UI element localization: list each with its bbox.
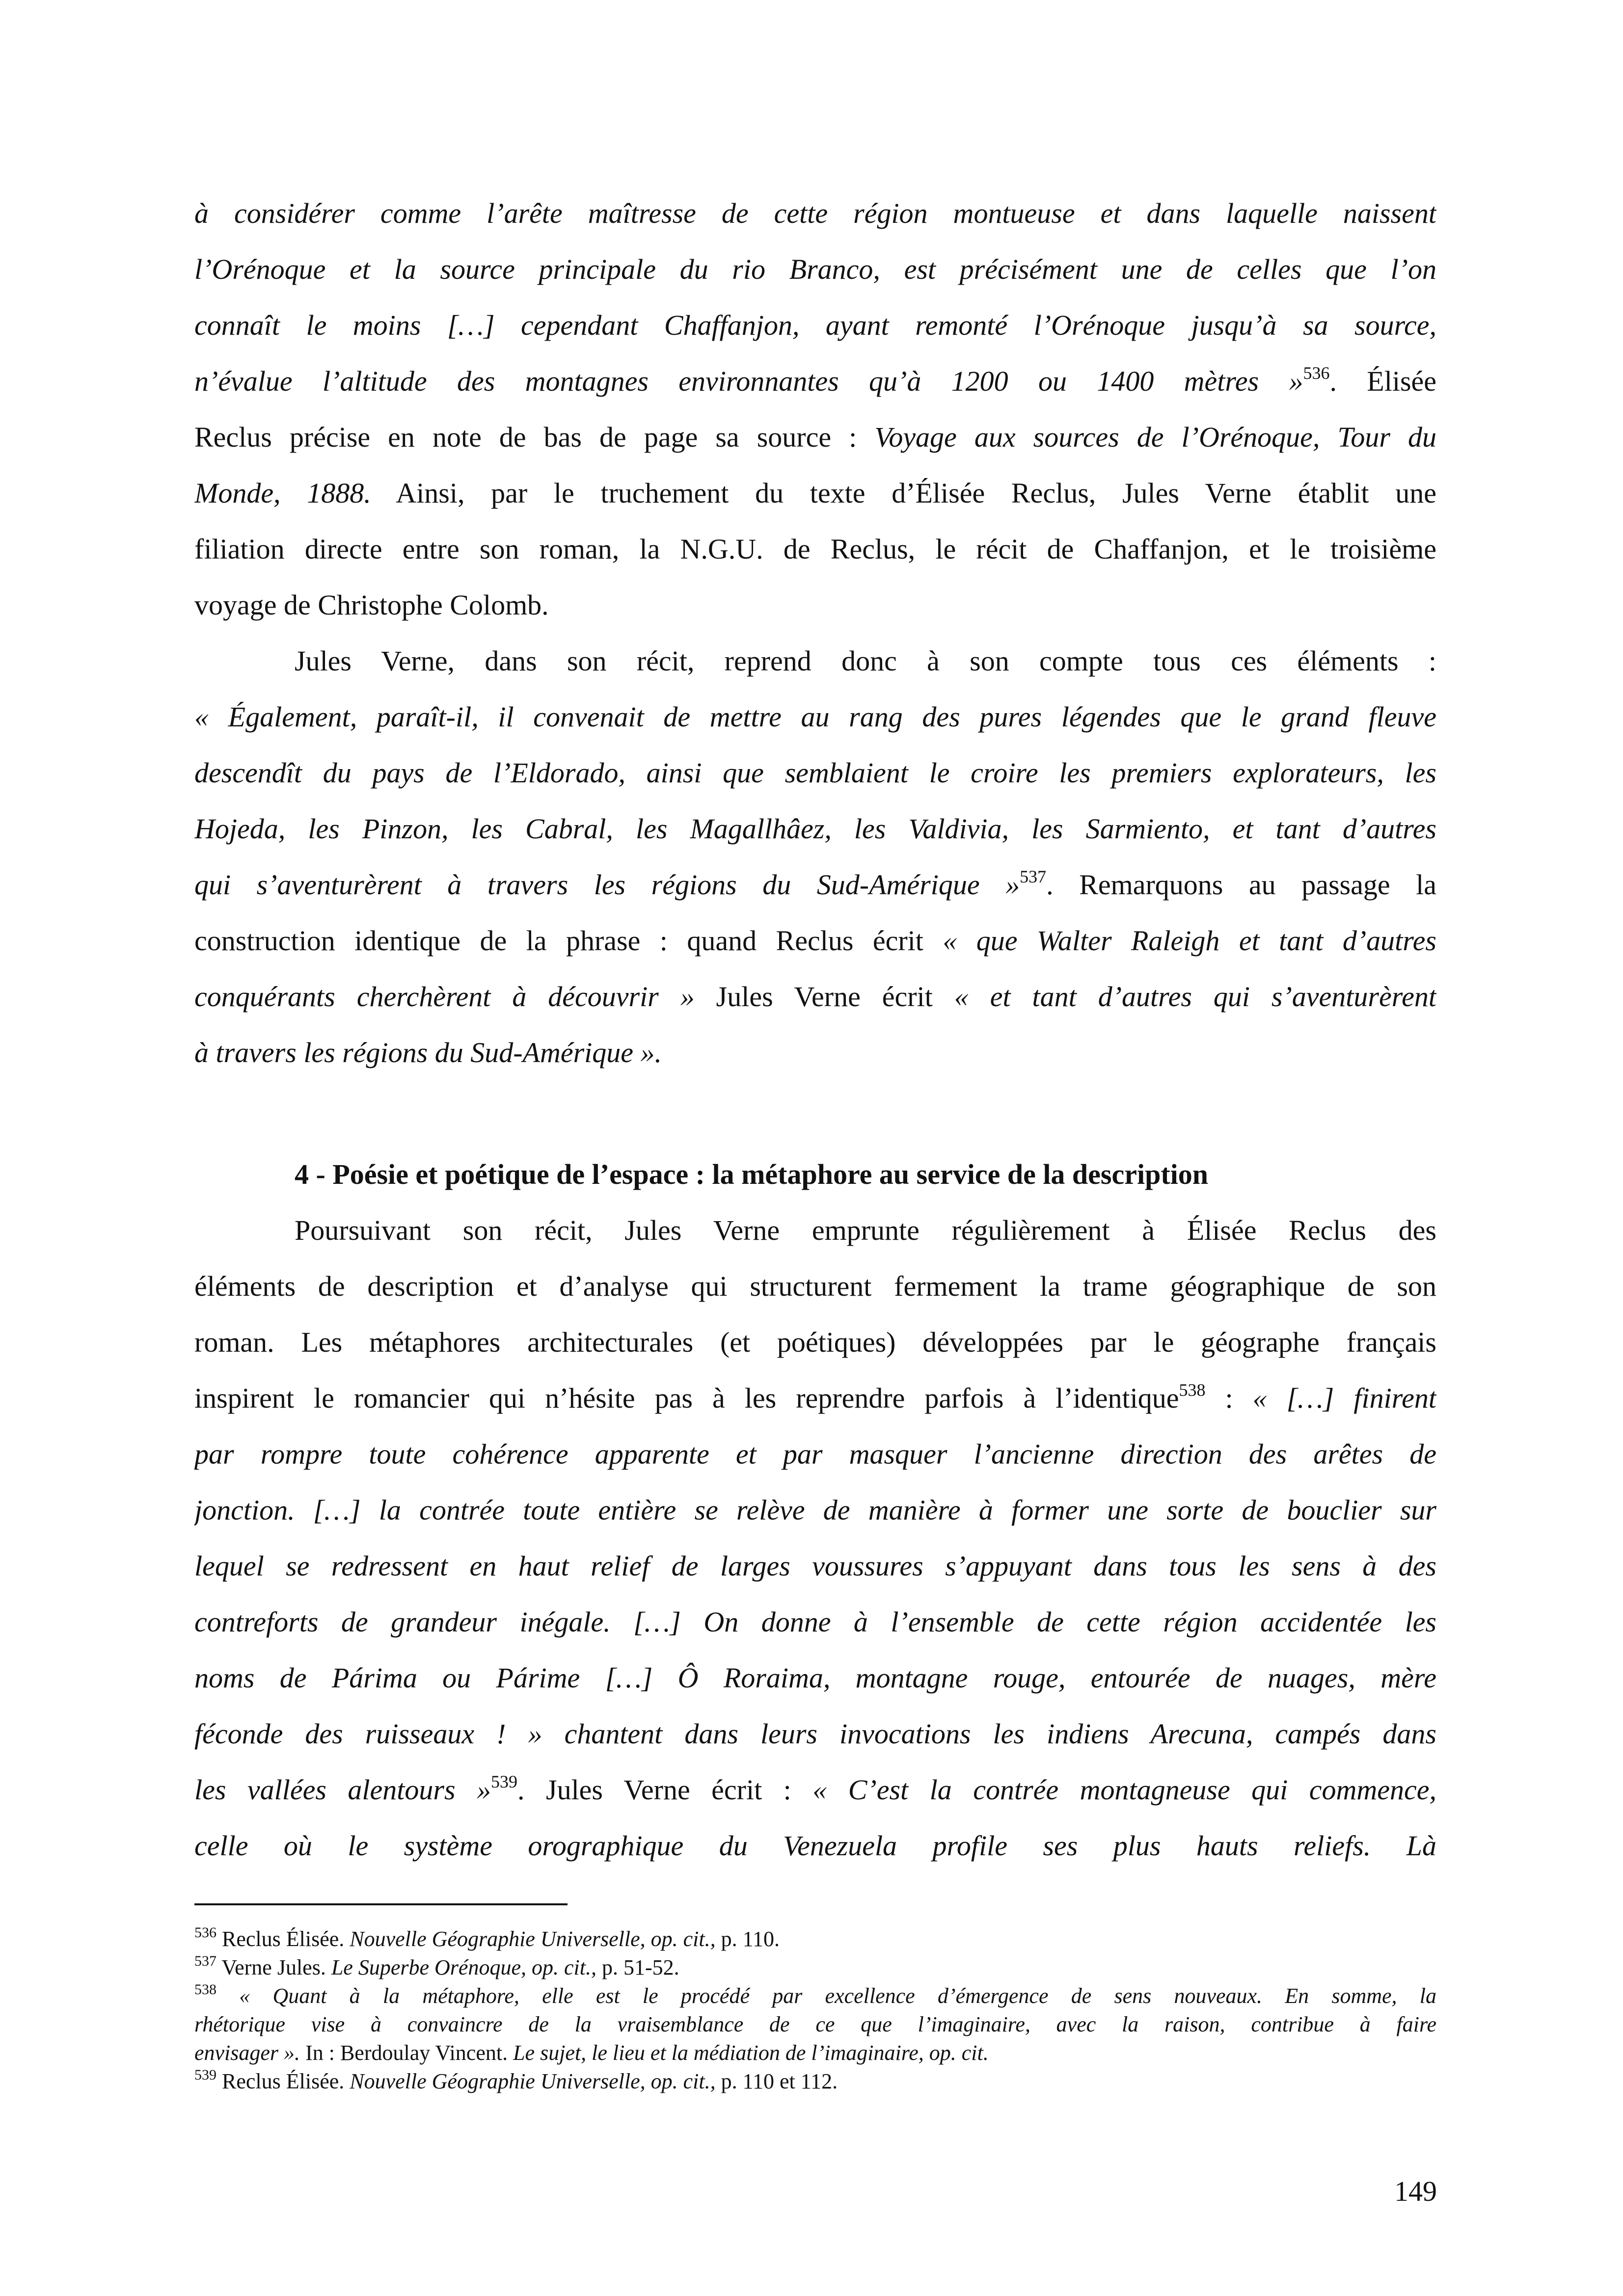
body-line: l’Orénoque et la source principale du rio Branco, est précisément une de celles que l’on xyxy=(194,253,1436,285)
body-line: contreforts de grandeur inégale. […] On donne à l’ensemble de cette région accidentée les xyxy=(194,1606,1436,1638)
body-line: « Également, paraît-il, il convenait de mettre au rang des pures légendes que le grand fleuve xyxy=(194,701,1436,733)
body-line: filiation directe entre son roman, la N.G.U. de Reclus, le récit de Chaffanjon, et le troisième xyxy=(194,533,1436,565)
body-line: construction identique de la phrase : quand Reclus écrit « que Walter Raleigh et tant d’autres xyxy=(194,925,1436,957)
footnote-539: $^{539}$ Reclus Élisée. Nouvelle Géographie Universelle, op. cit., p. 110 et 112. xyxy=(194,2068,838,2093)
footnote-ref: 537 xyxy=(1020,867,1047,886)
footnote-537: $^{537}$ Verne Jules. Le Superbe Orénoque, op. cit., p. 51-52. xyxy=(194,1954,679,1979)
body-line: à travers les régions du Sud-Amérique ». xyxy=(194,1037,662,1068)
footnote-538: $^{538}$ « Quant à la métaphore, elle est le procédé par excellence d’émergence de sens nouveaux. En somme, la xyxy=(194,1983,1436,2008)
body-line: féconde des ruisseaux ! » chantent dans leurs invocations les indiens Arecuna, campés dans xyxy=(194,1718,1436,1750)
body-line: descendît du pays de l’Eldorado, ainsi que semblaient le croire les premiers explorateurs, les xyxy=(194,757,1436,789)
body-line: inspirent le romancier qui n’hésite pas à les reprendre parfois à l’identique$^{538}$ : « […] finirent xyxy=(194,1380,1436,1414)
footnote-536: $^{536}$ Reclus Élisée. Nouvelle Géographie Universelle, op. cit., p. 110. xyxy=(194,1926,780,1951)
body-line: roman. Les métaphores architecturales (et poétiques) développées par le géographe français xyxy=(194,1326,1436,1358)
body-line: celle où le système orographique du Venezuela profile ses plus hauts reliefs. Là xyxy=(194,1830,1436,1862)
page-number: 149 xyxy=(1394,2175,1437,2207)
body-line: Monde, 1888. Ainsi, par le truchement du texte d’Élisée Reclus, Jules Verne établit une xyxy=(194,477,1436,509)
body-line: les vallées alentours »$^{539}$. Jules Verne écrit : « C’est la contrée montagneuse qui commence, xyxy=(194,1772,1436,1806)
body-line: voyage de Christophe Colomb. xyxy=(194,589,549,621)
body-line: n’évalue l’altitude des montagnes environnantes qu’à 1200 ou 1400 mètres »$^{536}$. Élisée xyxy=(194,363,1436,397)
body-line: qui s’aventurèrent à travers les régions du Sud-Amérique »$^{537}$. Remarquons au passage la xyxy=(194,867,1436,901)
body-line: Jules Verne, dans son récit, reprend donc à son compte tous ces éléments : xyxy=(295,645,1436,677)
footnote-separator xyxy=(194,1903,568,1905)
body-line: Reclus précise en note de bas de page sa source : Voyage aux sources de l’Orénoque, Tour du xyxy=(194,421,1436,453)
body-line: à considérer comme l’arête maîtresse de cette région montueuse et dans laquelle naissent xyxy=(194,197,1436,229)
body-line: éléments de description et d’analyse qui structurent fermement la trame géographique de son xyxy=(194,1270,1436,1302)
footnote-ref: 539 xyxy=(491,1772,518,1791)
body-line: Hojeda, les Pinzon, les Cabral, les Magallhâez, les Valdivia, les Sarmiento, et tant d’autres xyxy=(194,813,1436,845)
body-line: conquérants cherchèrent à découvrir » Jules Verne écrit « et tant d’autres qui s’aventurèrent xyxy=(194,981,1436,1013)
body-line: lequel se redressent en haut relief de larges voussures s’appuyant dans tous les sens à des xyxy=(194,1550,1436,1582)
footnote-ref: 538 xyxy=(1179,1380,1206,1400)
footnote-538-line: envisager ». In : Berdoulay Vincent. Le sujet, le lieu et la médiation de l’imaginaire, op. cit. xyxy=(194,2041,989,2065)
section-heading: 4 - Poésie et poétique de l’espace : la métaphore au service de la description xyxy=(295,1158,1209,1190)
body-line: jonction. […] la contrée toute entière se relève de manière à former une sorte de bouclier sur xyxy=(194,1494,1436,1526)
body-line: connaît le moins […] cependant Chaffanjon, ayant remonté l’Orénoque jusqu’à sa source, xyxy=(194,309,1436,341)
footnote-538-line: rhétorique vise à convaincre de la vraisemblance de ce que l’imaginaire, avec la raison, contribue à faire xyxy=(194,2012,1436,2036)
footnote-ref: 536 xyxy=(1303,363,1330,383)
body-line: par rompre toute cohérence apparente et par masquer l’ancienne direction des arêtes de xyxy=(194,1438,1436,1470)
body-line: noms de Párima ou Párime […] Ô Roraima, montagne rouge, entourée de nuages, mère xyxy=(194,1662,1436,1694)
body-line: Poursuivant son récit, Jules Verne emprunte régulièrement à Élisée Reclus des xyxy=(295,1214,1436,1246)
